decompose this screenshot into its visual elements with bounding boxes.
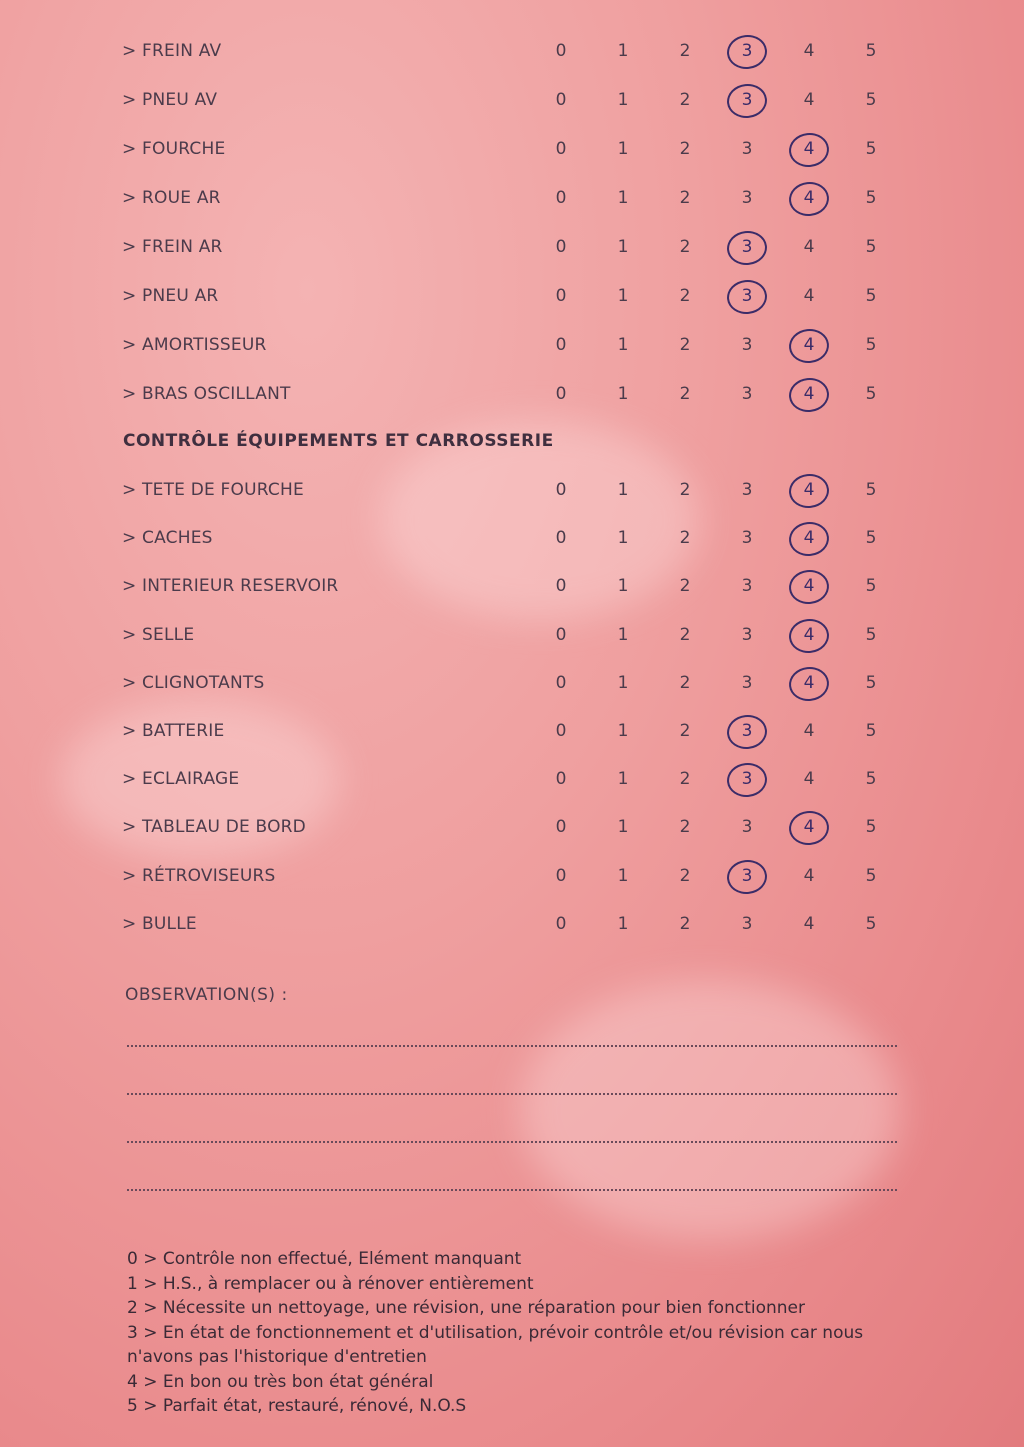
checklist-row [122, 717, 902, 747]
checklist-item-label: > AMORTISSEUR [122, 335, 267, 355]
legend-line: 1 > H.S., à remplacer ou à rénover entièrement [127, 1273, 534, 1294]
score-option[interactable]: 2 [679, 624, 691, 645]
score-option[interactable]: 2 [679, 188, 691, 208]
score-option[interactable]: 2 [679, 41, 691, 61]
checklist-item-label: > PNEU AV [122, 90, 218, 110]
score-option[interactable]: 2 [679, 286, 691, 306]
score-option[interactable]: 1 [617, 721, 629, 741]
score-option[interactable]: 2 [679, 865, 691, 886]
score-option[interactable]: 5 [865, 865, 877, 886]
score-option[interactable]: 2 [679, 576, 691, 597]
score-option-selected[interactable]: 3 [732, 769, 762, 789]
score-option[interactable]: 1 [617, 384, 629, 404]
score-option-selected[interactable]: 4 [794, 673, 824, 693]
checklist-row [122, 184, 902, 214]
score-option[interactable]: 2 [679, 335, 691, 355]
checklist-row [122, 135, 902, 165]
score-option[interactable]: 2 [679, 90, 691, 110]
score-option[interactable]: 0 [555, 769, 567, 790]
checklist-item-label: > CACHES [122, 528, 213, 549]
score-option[interactable]: 2 [679, 528, 691, 549]
checklist-item-label: > TETE DE FOURCHE [122, 480, 304, 500]
score-option[interactable]: 5 [865, 913, 877, 934]
score-option[interactable]: 0 [555, 672, 567, 693]
score-option[interactable]: 4 [803, 41, 815, 61]
score-option[interactable]: 0 [555, 913, 567, 934]
score-option[interactable]: 1 [617, 913, 629, 934]
score-option[interactable]: 5 [865, 672, 877, 693]
score-option[interactable]: 1 [617, 286, 629, 306]
score-option[interactable]: 3 [741, 335, 753, 355]
checklist-row [122, 380, 902, 410]
score-option[interactable]: 1 [617, 576, 629, 597]
checklist-row [122, 669, 902, 699]
score-option[interactable]: 2 [679, 721, 691, 741]
score-option-selected[interactable]: 4 [794, 335, 824, 355]
score-option[interactable]: 4 [803, 865, 815, 886]
score-option[interactable]: 1 [617, 90, 629, 110]
score-option[interactable]: 2 [679, 139, 691, 159]
score-option[interactable]: 4 [803, 90, 815, 110]
score-option[interactable]: 4 [803, 721, 815, 741]
score-option[interactable]: 1 [617, 865, 629, 886]
score-option[interactable]: 0 [555, 528, 567, 549]
section-title: CONTRÔLE ÉQUIPEMENTS ET CARROSSERIE [123, 431, 554, 451]
checklist-item-label: > CLIGNOTANTS [122, 672, 265, 693]
score-option-selected[interactable]: 3 [732, 237, 762, 257]
checklist-item-label: > BRAS OSCILLANT [122, 384, 291, 404]
score-option[interactable]: 1 [617, 335, 629, 355]
observations-label: OBSERVATION(S) : [125, 985, 288, 1005]
score-option[interactable]: 0 [555, 865, 567, 886]
score-option[interactable]: 5 [865, 90, 877, 110]
score-option[interactable]: 2 [679, 384, 691, 404]
score-option[interactable]: 5 [865, 576, 877, 597]
observation-line[interactable] [127, 1141, 897, 1143]
paper-stain [520, 980, 900, 1240]
score-option[interactable]: 5 [865, 528, 877, 549]
score-option[interactable]: 2 [679, 817, 691, 838]
score-option[interactable]: 3 [741, 913, 753, 934]
score-option[interactable]: 1 [617, 139, 629, 159]
score-option-selected[interactable]: 4 [794, 817, 824, 837]
score-option[interactable]: 0 [555, 286, 567, 306]
checklist-row [122, 331, 902, 361]
score-option[interactable]: 5 [865, 237, 877, 257]
score-option[interactable]: 3 [741, 624, 753, 645]
legend-line: 4 > En bon ou très bon état général [127, 1371, 434, 1392]
score-option[interactable]: 3 [741, 817, 753, 838]
score-option[interactable]: 4 [803, 769, 815, 790]
checklist-row [122, 621, 902, 651]
score-option[interactable]: 3 [741, 528, 753, 549]
score-option[interactable]: 3 [741, 188, 753, 208]
legend-line: 3 > En état de fonctionnement et d'utilisation, prévoir contrôle et/ou révision car nous [127, 1322, 864, 1343]
score-option[interactable]: 0 [555, 335, 567, 355]
score-option-selected[interactable]: 4 [794, 576, 824, 596]
score-option-selected[interactable]: 3 [732, 721, 762, 741]
score-option[interactable]: 1 [617, 480, 629, 500]
score-option-selected[interactable]: 4 [794, 188, 824, 208]
score-option[interactable]: 3 [741, 480, 753, 500]
checklist-item-label: > ECLAIRAGE [122, 769, 240, 790]
score-option[interactable]: 2 [679, 237, 691, 257]
checklist-item-label: > FREIN AV [122, 41, 222, 61]
score-option[interactable]: 2 [679, 480, 691, 500]
legend-line: 5 > Parfait état, restauré, rénové, N.O.S [127, 1396, 467, 1416]
score-option[interactable]: 0 [555, 188, 567, 208]
checklist-row [122, 37, 902, 67]
score-option[interactable]: 1 [617, 624, 629, 645]
score-option[interactable]: 1 [617, 188, 629, 208]
score-option[interactable]: 1 [617, 672, 629, 693]
score-option[interactable]: 0 [555, 139, 567, 159]
score-option[interactable]: 5 [865, 286, 877, 306]
score-option[interactable]: 1 [617, 237, 629, 257]
score-option[interactable]: 0 [555, 624, 567, 645]
score-option-selected[interactable]: 3 [732, 90, 762, 110]
score-option[interactable]: 0 [555, 480, 567, 500]
checklist-item-label: > TABLEAU DE BORD [122, 817, 306, 838]
score-option-selected[interactable]: 3 [732, 41, 762, 61]
score-option[interactable]: 5 [865, 624, 877, 645]
score-option[interactable]: 5 [865, 480, 877, 500]
score-option[interactable]: 4 [803, 286, 815, 306]
score-option[interactable]: 5 [865, 769, 877, 790]
score-option[interactable]: 3 [741, 384, 753, 404]
checklist-item-label: > BATTERIE [122, 721, 225, 741]
score-option[interactable]: 2 [679, 672, 691, 693]
score-option-selected[interactable]: 4 [794, 384, 824, 404]
score-option[interactable]: 1 [617, 817, 629, 838]
score-option[interactable]: 2 [679, 913, 691, 934]
checklist-row [122, 282, 902, 312]
score-option[interactable]: 0 [555, 90, 567, 110]
checklist-item-label: > FOURCHE [122, 139, 226, 159]
checklist-row [122, 813, 902, 843]
score-option[interactable]: 0 [555, 721, 567, 741]
score-option[interactable]: 5 [865, 335, 877, 355]
legend-line: 0 > Contrôle non effectué, Elément manquant [127, 1249, 522, 1269]
score-option[interactable]: 5 [865, 139, 877, 159]
checklist-item-label: > RÉTROVISEURS [122, 865, 276, 886]
score-option[interactable]: 0 [555, 41, 567, 61]
score-option[interactable]: 3 [741, 139, 753, 159]
legend-line: 2 > Nécessite un nettoyage, une révision, une réparation pour bien fonctionner [127, 1298, 805, 1318]
rating-legend [127, 1247, 907, 1419]
score-option[interactable]: 5 [865, 41, 877, 61]
checklist-row [122, 233, 902, 263]
checklist-item-label: > ROUE AR [122, 188, 221, 208]
checklist-row [122, 524, 902, 554]
checklist-item-label: > INTERIEUR RESERVOIR [122, 576, 339, 597]
score-option[interactable]: 4 [803, 237, 815, 257]
score-option[interactable]: 1 [617, 528, 629, 549]
checklist-item-label: > BULLE [122, 913, 197, 934]
score-option-selected[interactable]: 4 [794, 139, 824, 159]
checklist-item-label: > PNEU AR [122, 286, 219, 306]
checklist-row [122, 862, 902, 892]
checklist-row [122, 572, 902, 602]
score-option[interactable]: 2 [679, 769, 691, 790]
checklist-item-label: > SELLE [122, 624, 195, 645]
checklist-row [122, 476, 902, 506]
observation-line[interactable] [127, 1189, 897, 1191]
checklist-row [122, 910, 902, 940]
score-option[interactable]: 0 [555, 576, 567, 597]
observation-line[interactable] [127, 1093, 897, 1095]
score-option[interactable]: 5 [865, 721, 877, 741]
score-option[interactable]: 0 [555, 237, 567, 257]
score-option[interactable]: 4 [803, 913, 815, 934]
checklist-item-label: > FREIN AR [122, 237, 223, 257]
score-option-selected[interactable]: 4 [794, 528, 824, 548]
score-option[interactable]: 5 [865, 817, 877, 838]
score-option-selected[interactable]: 3 [732, 866, 762, 886]
score-option[interactable]: 5 [865, 384, 877, 404]
score-option[interactable]: 3 [741, 576, 753, 597]
score-option[interactable]: 3 [741, 672, 753, 693]
legend-line: n'avons pas l'historique d'entretien [127, 1347, 427, 1367]
score-option-selected[interactable]: 4 [794, 625, 824, 645]
score-option[interactable]: 5 [865, 188, 877, 208]
score-option[interactable]: 1 [617, 41, 629, 61]
checklist-row [122, 86, 902, 116]
observation-line[interactable] [127, 1045, 897, 1047]
score-option-selected[interactable]: 3 [732, 286, 762, 306]
score-option[interactable]: 0 [555, 384, 567, 404]
score-option[interactable]: 1 [617, 769, 629, 790]
score-option-selected[interactable]: 4 [794, 480, 824, 500]
checklist-row [122, 765, 902, 795]
score-option[interactable]: 0 [555, 817, 567, 838]
